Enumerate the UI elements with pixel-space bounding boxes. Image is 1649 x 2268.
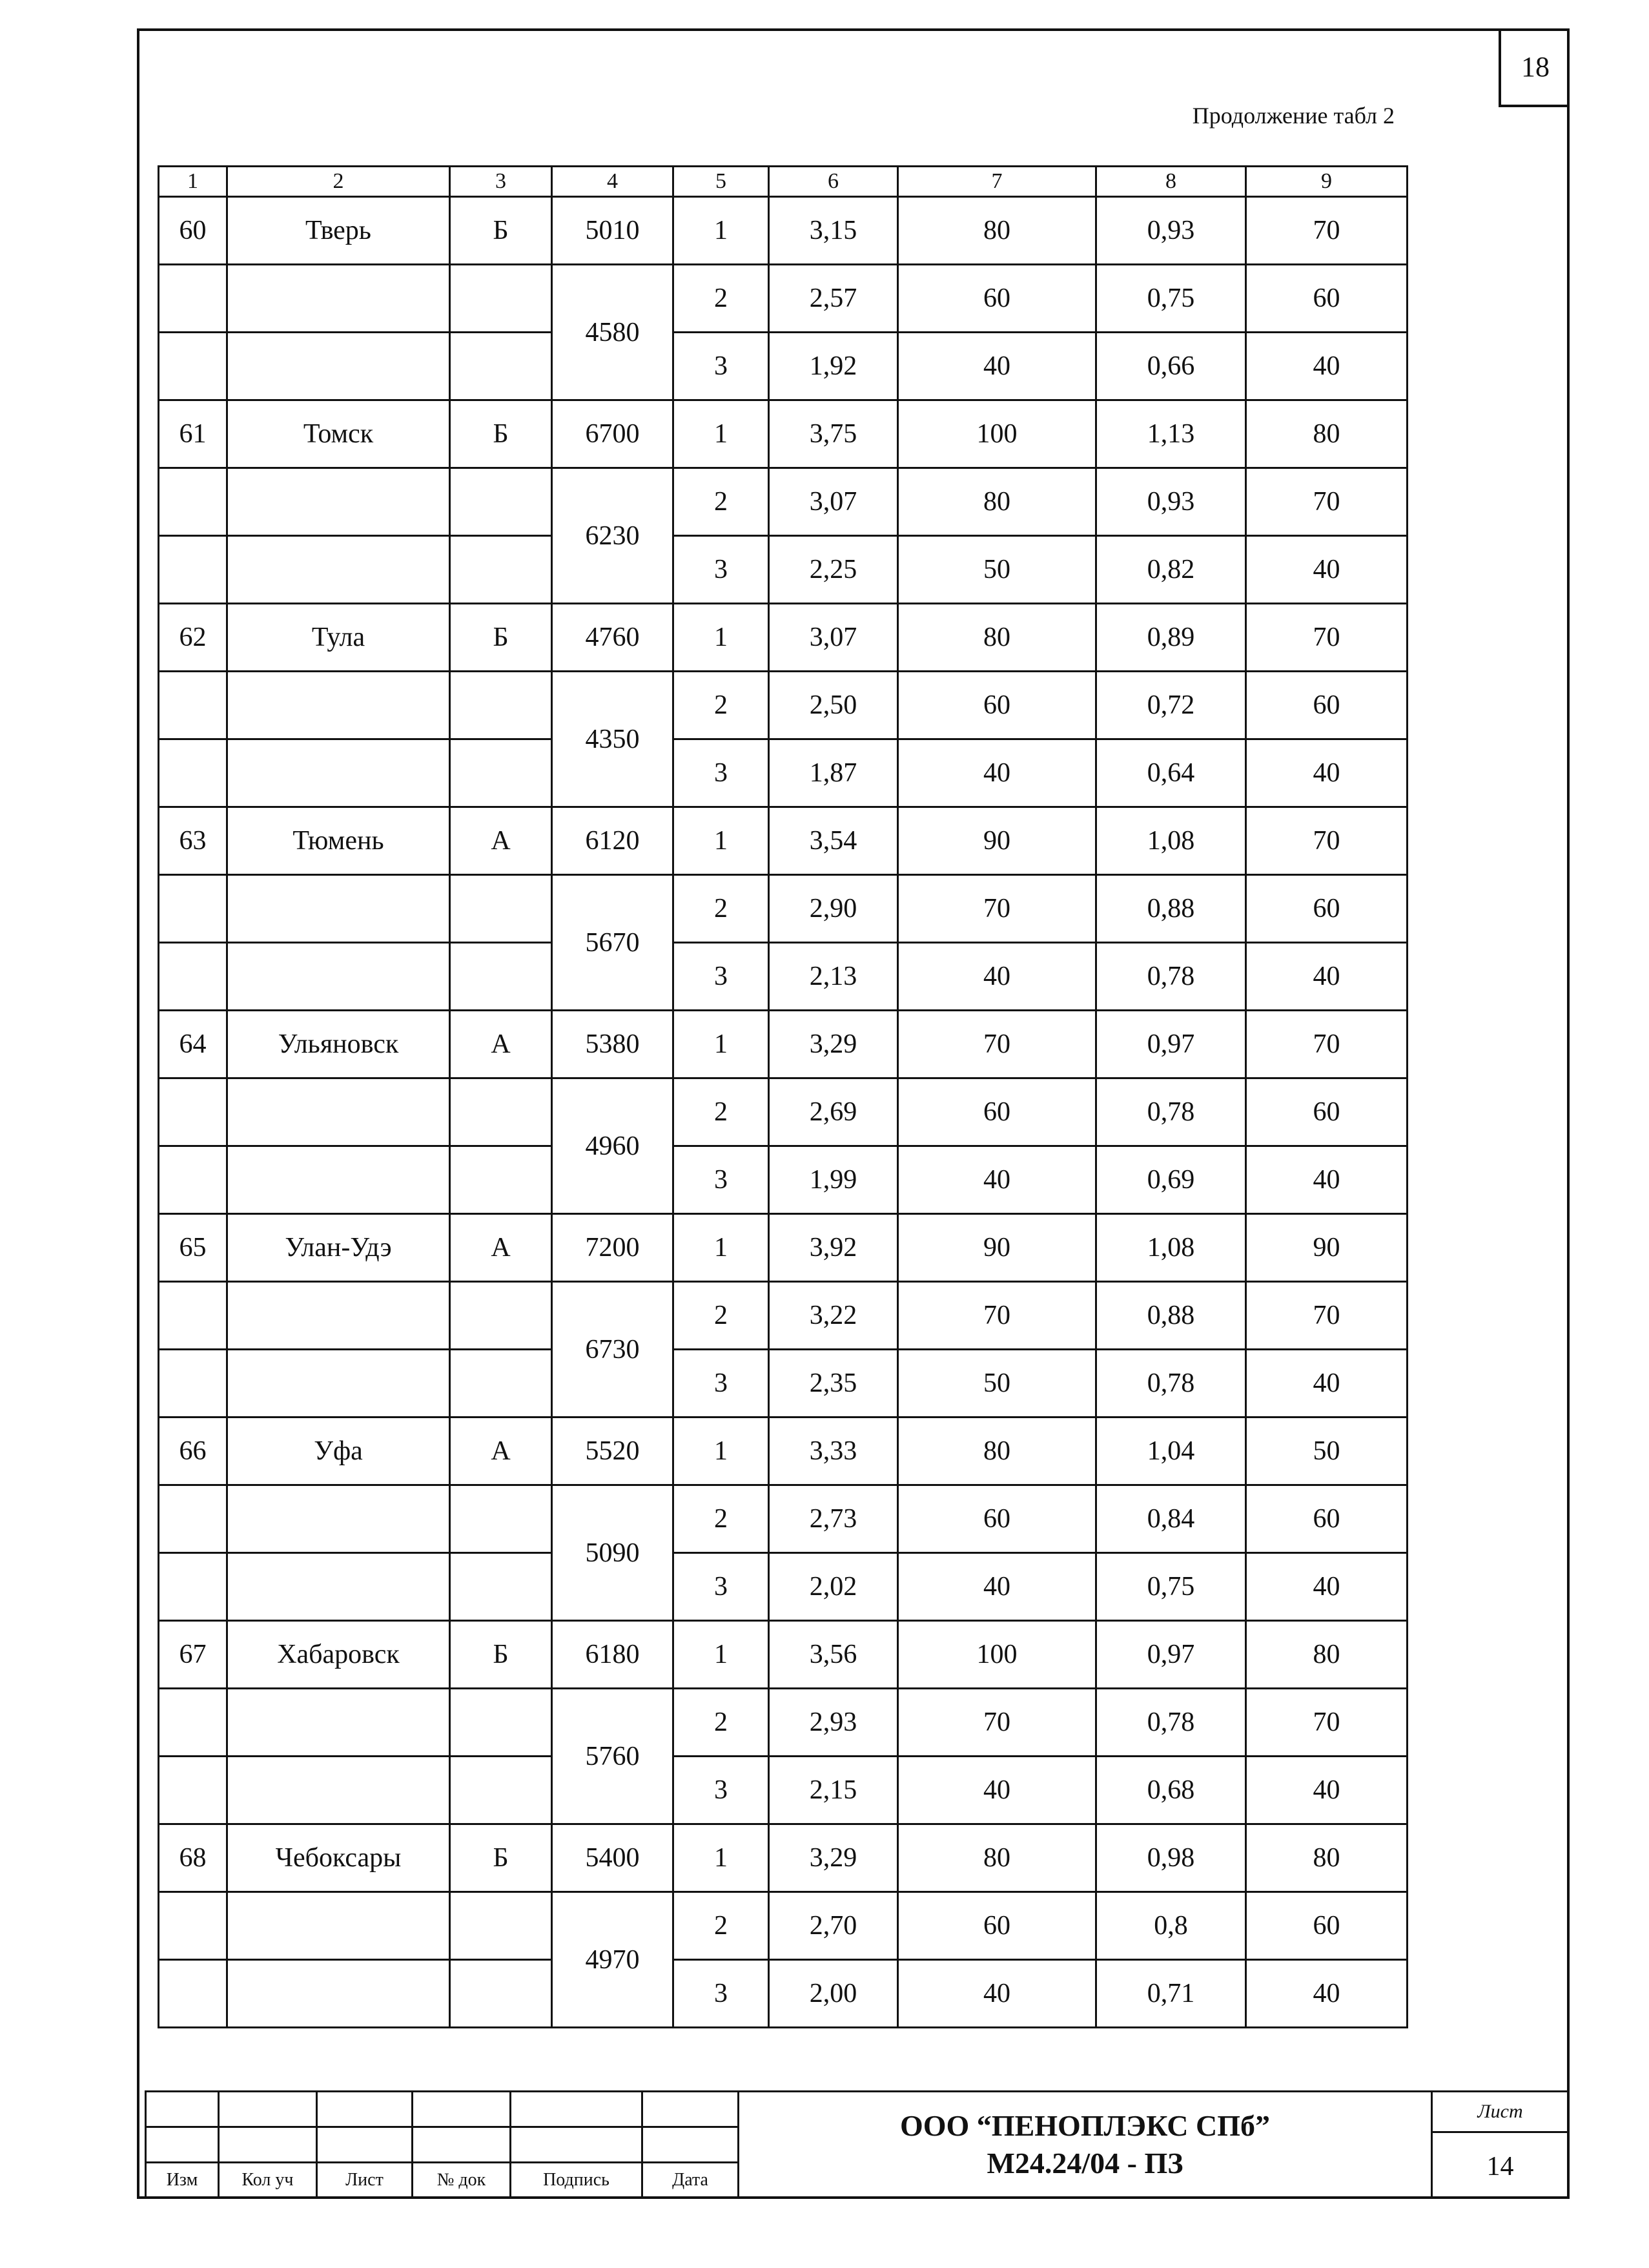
city-row xyxy=(159,807,1408,875)
value-cell: 70 xyxy=(898,1282,1096,1350)
value-cell: 3,56 xyxy=(769,1621,898,1689)
value-cell: 100 xyxy=(898,400,1096,468)
empty-cell xyxy=(227,943,450,1011)
degree-days-cell: 5670 xyxy=(552,875,673,1011)
zone-cell: А xyxy=(450,1214,552,1282)
value-cell: 70 xyxy=(1246,1689,1408,1757)
sheet-label: Лист xyxy=(1433,2092,1568,2133)
value-cell: 3,92 xyxy=(769,1214,898,1282)
value-cell: 60 xyxy=(898,1485,1096,1553)
zone-cell: Б xyxy=(450,604,552,672)
value-cell: 3,33 xyxy=(769,1418,898,1485)
row-number-cell: 60 xyxy=(159,197,227,265)
degree-days-cell: 6730 xyxy=(552,1282,673,1418)
value-cell: 40 xyxy=(1246,1146,1408,1214)
empty-cell xyxy=(450,265,552,333)
value-cell: 1 xyxy=(673,1621,769,1689)
city-row xyxy=(159,1214,1408,1282)
value-cell: 1 xyxy=(673,1418,769,1485)
column-header: 3 xyxy=(450,167,552,197)
city-cell: Чебоксары xyxy=(227,1824,450,1892)
city-cell: Ульяновск xyxy=(227,1011,450,1078)
row-number-cell: 67 xyxy=(159,1621,227,1689)
empty-cell xyxy=(159,1282,227,1350)
value-cell: 40 xyxy=(1246,536,1408,604)
empty-cell xyxy=(450,1282,552,1350)
column-header: 9 xyxy=(1246,167,1408,197)
value-cell: 80 xyxy=(898,468,1096,536)
value-cell: 70 xyxy=(1246,468,1408,536)
value-cell: 2,90 xyxy=(769,875,898,943)
value-cell: 80 xyxy=(898,604,1096,672)
value-cell: 3,07 xyxy=(769,604,898,672)
value-cell: 1,04 xyxy=(1096,1418,1246,1485)
title-block xyxy=(145,2090,1570,2199)
value-cell: 3,75 xyxy=(769,400,898,468)
value-cell: 0,68 xyxy=(1096,1757,1246,1824)
empty-cell xyxy=(159,875,227,943)
document-code: М24.24/04 - ПЗ xyxy=(987,2147,1183,2180)
value-cell: 2,57 xyxy=(769,265,898,333)
value-cell: 2 xyxy=(673,1078,769,1146)
table-caption: Продолжение табл 2 xyxy=(1192,103,1395,129)
empty-cell xyxy=(450,1689,552,1757)
sheet-number: 14 xyxy=(1486,2152,1514,2181)
value-cell: 40 xyxy=(898,943,1096,1011)
value-cell: 70 xyxy=(1246,1282,1408,1350)
table-row xyxy=(159,1689,1408,1757)
city-cell: Улан-Удэ xyxy=(227,1214,450,1282)
value-cell: 3 xyxy=(673,943,769,1011)
zone-cell: А xyxy=(450,1011,552,1078)
empty-cell xyxy=(227,1078,450,1146)
zone-cell: Б xyxy=(450,197,552,265)
value-cell: 40 xyxy=(898,1757,1096,1824)
value-cell: 2 xyxy=(673,1485,769,1553)
value-cell: 80 xyxy=(898,1824,1096,1892)
value-cell: 40 xyxy=(1246,333,1408,400)
value-cell: 40 xyxy=(898,1960,1096,2028)
empty-cell xyxy=(159,1553,227,1621)
value-cell: 3 xyxy=(673,536,769,604)
degree-days-cell: 4960 xyxy=(552,1078,673,1214)
value-cell: 60 xyxy=(1246,875,1408,943)
degree-days-cell: 4350 xyxy=(552,672,673,807)
column-header: 5 xyxy=(673,167,769,197)
empty-cell xyxy=(450,1960,552,2028)
value-cell: 3 xyxy=(673,1146,769,1214)
empty-cell xyxy=(450,1350,552,1418)
value-cell: 2 xyxy=(673,468,769,536)
empty-cell xyxy=(450,1078,552,1146)
value-cell: 1,08 xyxy=(1096,807,1246,875)
empty-cell xyxy=(227,1960,450,2028)
zone-cell: А xyxy=(450,1418,552,1485)
row-number-cell: 66 xyxy=(159,1418,227,1485)
column-header: 6 xyxy=(769,167,898,197)
value-cell: 0,72 xyxy=(1096,672,1246,739)
value-cell: 40 xyxy=(1246,1757,1408,1824)
empty-cell xyxy=(227,536,450,604)
empty-cell xyxy=(227,1757,450,1824)
sheet-box xyxy=(1431,2090,1570,2199)
column-header: 4 xyxy=(552,167,673,197)
city-row xyxy=(159,197,1408,265)
empty-cell xyxy=(450,739,552,807)
value-cell: 0,69 xyxy=(1096,1146,1246,1214)
empty-cell xyxy=(159,1078,227,1146)
empty-cell xyxy=(227,265,450,333)
table-row xyxy=(159,536,1408,604)
value-cell: 0,88 xyxy=(1096,1282,1246,1350)
value-cell: 40 xyxy=(1246,1350,1408,1418)
city-cell: Тюмень xyxy=(227,807,450,875)
empty-cell xyxy=(159,1689,227,1757)
value-cell: 0,8 xyxy=(1096,1892,1246,1960)
value-cell: 1 xyxy=(673,1824,769,1892)
city-cell: Томск xyxy=(227,400,450,468)
row-number-cell: 63 xyxy=(159,807,227,875)
value-cell: 2,00 xyxy=(769,1960,898,2028)
row-number-cell: 62 xyxy=(159,604,227,672)
value-cell: 60 xyxy=(1246,265,1408,333)
value-cell: 90 xyxy=(898,1214,1096,1282)
table-row xyxy=(159,1553,1408,1621)
empty-cell xyxy=(159,333,227,400)
degree-days-cell: 4580 xyxy=(552,265,673,400)
value-cell: 3,07 xyxy=(769,468,898,536)
value-cell: 60 xyxy=(1246,1078,1408,1146)
degree-days-cell: 7200 xyxy=(552,1214,673,1282)
degree-days-cell: 5010 xyxy=(552,197,673,265)
value-cell: 1 xyxy=(673,604,769,672)
value-cell: 3 xyxy=(673,1757,769,1824)
empty-cell xyxy=(450,468,552,536)
degree-days-cell: 4760 xyxy=(552,604,673,672)
value-cell: 80 xyxy=(1246,1621,1408,1689)
value-cell: 40 xyxy=(898,1553,1096,1621)
degree-days-cell: 5520 xyxy=(552,1418,673,1485)
company-name: ООО “ПЕНОПЛЭКС СПб” xyxy=(899,2109,1271,2142)
value-cell: 3 xyxy=(673,739,769,807)
value-cell: 0,71 xyxy=(1096,1960,1246,2028)
value-cell: 2,70 xyxy=(769,1892,898,1960)
degree-days-cell: 6120 xyxy=(552,807,673,875)
value-cell: 40 xyxy=(898,333,1096,400)
value-cell: 3,29 xyxy=(769,1011,898,1078)
empty-cell xyxy=(227,1146,450,1214)
value-cell: 70 xyxy=(1246,197,1408,265)
city-cell: Тула xyxy=(227,604,450,672)
value-cell: 3 xyxy=(673,1553,769,1621)
degree-days-cell: 5760 xyxy=(552,1689,673,1824)
degree-days-cell: 4970 xyxy=(552,1892,673,2028)
empty-cell xyxy=(159,536,227,604)
value-cell: 70 xyxy=(898,1689,1096,1757)
value-cell: 3,15 xyxy=(769,197,898,265)
value-cell: 1,87 xyxy=(769,739,898,807)
city-row xyxy=(159,604,1408,672)
stamp-title xyxy=(737,2090,1431,2199)
value-cell: 0,78 xyxy=(1096,1350,1246,1418)
empty-cell xyxy=(450,943,552,1011)
empty-cell xyxy=(227,333,450,400)
degree-days-cell: 6700 xyxy=(552,400,673,468)
empty-cell xyxy=(227,1892,450,1960)
value-cell: 1,13 xyxy=(1096,400,1246,468)
value-cell: 80 xyxy=(898,1418,1096,1485)
empty-cell xyxy=(227,875,450,943)
value-cell: 1,92 xyxy=(769,333,898,400)
value-cell: 2,15 xyxy=(769,1757,898,1824)
value-cell: 70 xyxy=(898,875,1096,943)
value-cell: 1,99 xyxy=(769,1146,898,1214)
table-row xyxy=(159,333,1408,400)
value-cell: 50 xyxy=(898,536,1096,604)
value-cell: 2,25 xyxy=(769,536,898,604)
zone-cell: А xyxy=(450,807,552,875)
value-cell: 70 xyxy=(1246,1011,1408,1078)
value-cell: 0,75 xyxy=(1096,1553,1246,1621)
zone-cell: Б xyxy=(450,1621,552,1689)
table-row xyxy=(159,875,1408,943)
empty-cell xyxy=(450,875,552,943)
value-cell: 70 xyxy=(1246,604,1408,672)
city-row xyxy=(159,1011,1408,1078)
empty-cell xyxy=(159,468,227,536)
stamp-label-doc-no: № док xyxy=(413,2163,511,2198)
value-cell: 0,89 xyxy=(1096,604,1246,672)
value-cell: 2 xyxy=(673,265,769,333)
value-cell: 2,13 xyxy=(769,943,898,1011)
empty-cell xyxy=(450,536,552,604)
empty-cell xyxy=(159,739,227,807)
value-cell: 80 xyxy=(898,197,1096,265)
table-row xyxy=(159,1350,1408,1418)
value-cell: 0,78 xyxy=(1096,943,1246,1011)
value-cell: 3,29 xyxy=(769,1824,898,1892)
empty-cell xyxy=(227,468,450,536)
value-cell: 2,93 xyxy=(769,1689,898,1757)
table-row xyxy=(159,739,1408,807)
empty-cell xyxy=(450,1146,552,1214)
value-cell: 0,78 xyxy=(1096,1689,1246,1757)
header-row xyxy=(159,167,1408,197)
value-cell: 60 xyxy=(1246,1485,1408,1553)
column-header: 1 xyxy=(159,167,227,197)
row-number-cell: 65 xyxy=(159,1214,227,1282)
value-cell: 1 xyxy=(673,400,769,468)
empty-cell xyxy=(227,1485,450,1553)
value-cell: 0,75 xyxy=(1096,265,1246,333)
degree-days-cell: 6180 xyxy=(552,1621,673,1689)
empty-cell xyxy=(227,672,450,739)
degree-days-cell: 6230 xyxy=(552,468,673,604)
stamp-label-date: Дата xyxy=(642,2163,739,2198)
empty-cell xyxy=(159,1485,227,1553)
value-cell: 80 xyxy=(1246,1824,1408,1892)
value-cell: 50 xyxy=(1246,1418,1408,1485)
empty-cell xyxy=(159,265,227,333)
value-cell: 90 xyxy=(898,807,1096,875)
table-row xyxy=(159,265,1408,333)
value-cell: 1 xyxy=(673,807,769,875)
value-cell: 0,64 xyxy=(1096,739,1246,807)
city-row xyxy=(159,1418,1408,1485)
value-cell: 1 xyxy=(673,1214,769,1282)
empty-cell xyxy=(227,1553,450,1621)
empty-cell xyxy=(450,1553,552,1621)
table-row xyxy=(159,943,1408,1011)
value-cell: 40 xyxy=(1246,1960,1408,2028)
value-cell: 40 xyxy=(1246,1553,1408,1621)
value-cell: 40 xyxy=(898,739,1096,807)
empty-cell xyxy=(450,333,552,400)
stamp-label-kol-uch: Кол уч xyxy=(219,2163,317,2198)
zone-cell: Б xyxy=(450,400,552,468)
value-cell: 2,69 xyxy=(769,1078,898,1146)
empty-cell xyxy=(159,943,227,1011)
degree-days-cell: 5090 xyxy=(552,1485,673,1621)
value-cell: 50 xyxy=(898,1350,1096,1418)
city-row xyxy=(159,1824,1408,1892)
value-cell: 60 xyxy=(898,672,1096,739)
empty-cell xyxy=(227,1350,450,1418)
value-cell: 1 xyxy=(673,1011,769,1078)
value-cell: 0,88 xyxy=(1096,875,1246,943)
value-cell: 3 xyxy=(673,1960,769,2028)
value-cell: 2 xyxy=(673,1689,769,1757)
empty-cell xyxy=(227,1282,450,1350)
table-row xyxy=(159,1960,1408,2028)
value-cell: 90 xyxy=(1246,1214,1408,1282)
value-cell: 2,35 xyxy=(769,1350,898,1418)
value-cell: 3 xyxy=(673,333,769,400)
column-header: 7 xyxy=(898,167,1096,197)
value-cell: 3 xyxy=(673,1350,769,1418)
empty-cell xyxy=(159,672,227,739)
empty-cell xyxy=(159,1350,227,1418)
empty-cell xyxy=(159,1757,227,1824)
value-cell: 1,08 xyxy=(1096,1214,1246,1282)
value-cell: 80 xyxy=(1246,400,1408,468)
value-cell: 1 xyxy=(673,197,769,265)
revision-grid xyxy=(145,2090,739,2199)
value-cell: 60 xyxy=(898,265,1096,333)
empty-cell xyxy=(159,1146,227,1214)
empty-cell xyxy=(227,1689,450,1757)
value-cell: 40 xyxy=(1246,943,1408,1011)
value-cell: 40 xyxy=(1246,739,1408,807)
value-cell: 0,97 xyxy=(1096,1011,1246,1078)
value-cell: 70 xyxy=(1246,807,1408,875)
value-cell: 0,84 xyxy=(1096,1485,1246,1553)
value-cell: 0,93 xyxy=(1096,197,1246,265)
column-header: 2 xyxy=(227,167,450,197)
row-number-cell: 68 xyxy=(159,1824,227,1892)
stamp-label-list: Лист xyxy=(317,2163,413,2198)
value-cell: 0,97 xyxy=(1096,1621,1246,1689)
value-cell: 2,02 xyxy=(769,1553,898,1621)
city-row xyxy=(159,1621,1408,1689)
table-row xyxy=(159,1892,1408,1960)
stamp-label-signature: Подпись xyxy=(511,2163,642,2198)
value-cell: 60 xyxy=(1246,1892,1408,1960)
value-cell: 60 xyxy=(898,1892,1096,1960)
value-cell: 2 xyxy=(673,672,769,739)
city-cell: Тверь xyxy=(227,197,450,265)
value-cell: 0,82 xyxy=(1096,536,1246,604)
table-row xyxy=(159,1757,1408,1824)
row-number-cell: 61 xyxy=(159,400,227,468)
table-row xyxy=(159,1485,1408,1553)
value-cell: 2 xyxy=(673,1282,769,1350)
value-cell: 3,22 xyxy=(769,1282,898,1350)
page-number: 18 xyxy=(1499,28,1570,107)
stamp-label-izm: Изм xyxy=(146,2163,219,2198)
empty-cell xyxy=(450,1892,552,1960)
empty-cell xyxy=(227,739,450,807)
city-row xyxy=(159,400,1408,468)
table-row xyxy=(159,1078,1408,1146)
table-row xyxy=(159,468,1408,536)
value-cell: 2,73 xyxy=(769,1485,898,1553)
data-table xyxy=(158,165,1408,2028)
table-row xyxy=(159,1282,1408,1350)
value-cell: 0,93 xyxy=(1096,468,1246,536)
degree-days-cell: 5380 xyxy=(552,1011,673,1078)
degree-days-cell: 5400 xyxy=(552,1824,673,1892)
column-header: 8 xyxy=(1096,167,1246,197)
value-cell: 40 xyxy=(898,1146,1096,1214)
value-cell: 2 xyxy=(673,1892,769,1960)
empty-cell xyxy=(450,1757,552,1824)
value-cell: 70 xyxy=(898,1011,1096,1078)
value-cell: 60 xyxy=(1246,672,1408,739)
table-row xyxy=(159,672,1408,739)
value-cell: 2 xyxy=(673,875,769,943)
table-row xyxy=(159,1146,1408,1214)
empty-cell xyxy=(450,1485,552,1553)
empty-cell xyxy=(450,672,552,739)
empty-cell xyxy=(159,1892,227,1960)
value-cell: 100 xyxy=(898,1621,1096,1689)
value-cell: 0,78 xyxy=(1096,1078,1246,1146)
city-cell: Хабаровск xyxy=(227,1621,450,1689)
city-cell: Уфа xyxy=(227,1418,450,1485)
empty-cell xyxy=(159,1960,227,2028)
value-cell: 0,66 xyxy=(1096,333,1246,400)
value-cell: 0,98 xyxy=(1096,1824,1246,1892)
value-cell: 60 xyxy=(898,1078,1096,1146)
zone-cell: Б xyxy=(450,1824,552,1892)
value-cell: 3,54 xyxy=(769,807,898,875)
row-number-cell: 64 xyxy=(159,1011,227,1078)
value-cell: 2,50 xyxy=(769,672,898,739)
